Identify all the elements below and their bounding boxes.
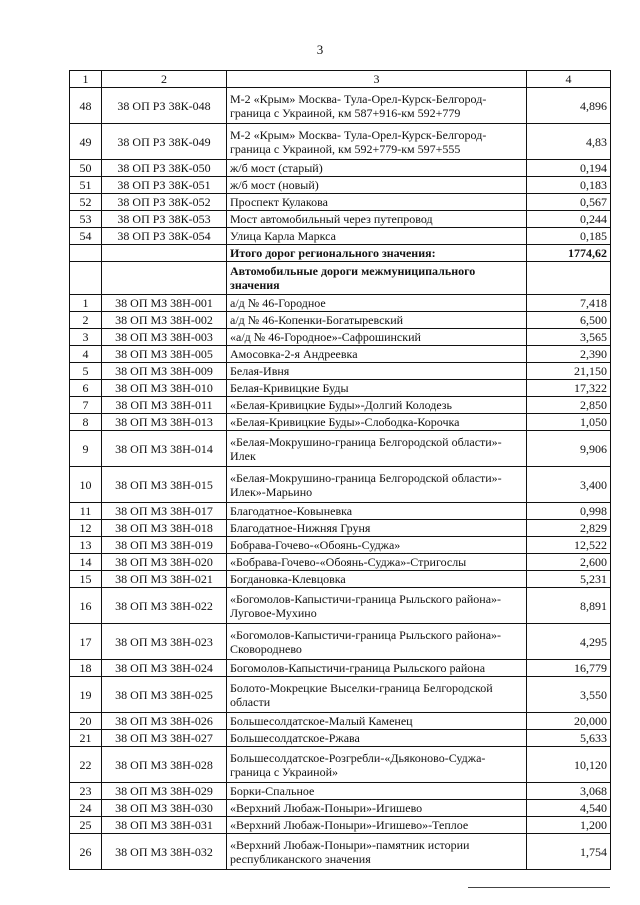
road-code: 38 ОП МЗ 38Н-031 [102,817,227,834]
row-number: 49 [70,124,102,160]
empty-cell [70,245,102,262]
row-number: 6 [70,380,102,397]
road-code: 38 ОП МЗ 38Н-024 [102,660,227,677]
road-name: Белая-Кривицкие Буды [227,380,527,397]
table-row [70,730,611,747]
table-row [70,467,611,503]
road-code: 38 ОП МЗ 38Н-027 [102,730,227,747]
table-row [70,588,611,624]
table-row [70,747,611,783]
road-name: «Бобрава-Гочево-«Обоянь-Суджа»-Стригослы [227,554,527,571]
road-code: 38 ОП МЗ 38Н-013 [102,414,227,431]
road-length: 0,244 [527,211,611,228]
road-name: «а/д № 46-Городное»-Сафрошинский [227,329,527,346]
road-code: 38 ОП РЗ 38К-051 [102,177,227,194]
row-number: 10 [70,467,102,503]
road-length: 5,231 [527,571,611,588]
road-code: 38 ОП МЗ 38Н-020 [102,554,227,571]
road-code: 38 ОП МЗ 38Н-015 [102,467,227,503]
road-length: 3,400 [527,467,611,503]
road-name: «Богомолов-Капыстичи-граница Рыльского района»-Сковороднево [227,624,527,660]
road-code: 38 ОП МЗ 38Н-028 [102,747,227,783]
table-row [70,834,611,870]
road-name: Большесолдатское-Ржава [227,730,527,747]
road-code: 38 ОП РЗ 38К-048 [102,88,227,124]
table-row [70,177,611,194]
road-code: 38 ОП РЗ 38К-053 [102,211,227,228]
row-number: 23 [70,783,102,800]
road-length: 0,998 [527,503,611,520]
road-length: 10,120 [527,747,611,783]
road-length: 0,194 [527,160,611,177]
road-name: М-2 «Крым» Москва- Тула-Орел-Курск-Белгород-граница с Украиной, км 587+916-км 592+779 [227,88,527,124]
row-number: 3 [70,329,102,346]
empty-cell [70,262,102,295]
road-name: М-2 «Крым» Москва- Тула-Орел-Курск-Белгород-граница с Украиной, км 592+779-км 597+555 [227,124,527,160]
row-number: 2 [70,312,102,329]
road-length: 16,779 [527,660,611,677]
row-number: 14 [70,554,102,571]
section-title: Автомобильные дороги межмуниципального значения [227,262,527,295]
road-length: 8,891 [527,588,611,624]
table-row [70,800,611,817]
column-number-row [70,71,611,88]
page-number: 3 [316,42,324,57]
section-heading-row [70,262,611,295]
table-row [70,397,611,414]
row-number: 54 [70,228,102,245]
road-code: 38 ОП МЗ 38Н-026 [102,713,227,730]
road-name: «Верхний Любаж-Поныри»-памятник истории республиканского значения [227,834,527,870]
table-row [70,124,611,160]
table-row [70,295,611,312]
road-length: 0,183 [527,177,611,194]
road-length: 3,550 [527,677,611,713]
road-length: 3,565 [527,329,611,346]
road-name: Богдановка-Клевцовка [227,571,527,588]
row-number: 18 [70,660,102,677]
road-code: 38 ОП МЗ 38Н-021 [102,571,227,588]
road-length: 4,83 [527,124,611,160]
table-row [70,194,611,211]
road-length: 12,522 [527,537,611,554]
road-length: 2,829 [527,520,611,537]
road-code: 38 ОП РЗ 38К-050 [102,160,227,177]
row-number: 1 [70,295,102,312]
table-row [70,431,611,467]
row-number: 48 [70,88,102,124]
road-code: 38 ОП РЗ 38К-049 [102,124,227,160]
roads-table-body [70,71,611,870]
table-row [70,414,611,431]
table-row [70,713,611,730]
road-length: 2,850 [527,397,611,414]
road-length: 3,068 [527,783,611,800]
total-row [70,245,611,262]
road-length: 20,000 [527,713,611,730]
table-row [70,160,611,177]
table-row [70,88,611,124]
road-name: «Белая-Мокрушино-граница Белгородской области»-Илек»-Марьино [227,467,527,503]
road-name: «Верхний Любаж-Поныри»-Игишево [227,800,527,817]
road-name: Проспект Кулакова [227,194,527,211]
road-length: 7,418 [527,295,611,312]
table-row [70,537,611,554]
road-code: 38 ОП РЗ 38К-052 [102,194,227,211]
road-code: 38 ОП МЗ 38Н-025 [102,677,227,713]
row-number: 7 [70,397,102,414]
roads-table [69,70,611,870]
table-row [70,571,611,588]
row-number: 8 [70,414,102,431]
road-length: 2,390 [527,346,611,363]
road-name: Белая-Ивня [227,363,527,380]
road-length: 0,185 [527,228,611,245]
empty-cell [102,245,227,262]
row-number: 20 [70,713,102,730]
footer-rule [468,887,610,888]
row-number: 4 [70,346,102,363]
table-row [70,677,611,713]
row-number: 15 [70,571,102,588]
road-length: 4,295 [527,624,611,660]
road-code: 38 ОП МЗ 38Н-005 [102,346,227,363]
row-number: 24 [70,800,102,817]
road-length: 6,500 [527,312,611,329]
road-length: 0,567 [527,194,611,211]
row-number: 53 [70,211,102,228]
road-length: 5,633 [527,730,611,747]
road-name: а/д № 46-Копенки-Богатыревский [227,312,527,329]
road-code: 38 ОП МЗ 38Н-019 [102,537,227,554]
table-row [70,380,611,397]
road-code: 38 ОП МЗ 38Н-014 [102,431,227,467]
road-code: 38 ОП МЗ 38Н-003 [102,329,227,346]
road-code: 38 ОП МЗ 38Н-017 [102,503,227,520]
row-number: 21 [70,730,102,747]
road-name: Амосовка-2-я Андреевка [227,346,527,363]
row-number: 22 [70,747,102,783]
table-row [70,624,611,660]
road-name: «Верхний Любаж-Поныри»-Игишево»-Теплое [227,817,527,834]
table-row [70,211,611,228]
road-length: 2,600 [527,554,611,571]
row-number: 9 [70,431,102,467]
road-code: 38 ОП МЗ 38Н-001 [102,295,227,312]
road-code: 38 ОП МЗ 38Н-029 [102,783,227,800]
road-name: «Белая-Мокрушино-граница Белгородской области»-Илек [227,431,527,467]
table-row [70,554,611,571]
road-name: Благодатное-Ковыневка [227,503,527,520]
road-name: Мост автомобильный через путепровод [227,211,527,228]
road-code: 38 ОП МЗ 38Н-023 [102,624,227,660]
road-code: 38 ОП МЗ 38Н-009 [102,363,227,380]
column-header-2: 2 [102,71,227,88]
road-code: 38 ОП МЗ 38Н-030 [102,800,227,817]
table-row [70,503,611,520]
road-length: 1,200 [527,817,611,834]
row-number: 5 [70,363,102,380]
road-length: 1,050 [527,414,611,431]
road-code: 38 ОП МЗ 38Н-011 [102,397,227,414]
table-row [70,660,611,677]
row-number: 19 [70,677,102,713]
empty-cell [527,262,611,295]
road-code: 38 ОП РЗ 38К-054 [102,228,227,245]
road-name: Бобрава-Гочево-«Обоянь-Суджа» [227,537,527,554]
total-value: 1774,62 [527,245,611,262]
road-name: а/д № 46-Городное [227,295,527,312]
road-name: ж/б мост (старый) [227,160,527,177]
road-length: 21,150 [527,363,611,380]
table-row [70,312,611,329]
road-name: Богомолов-Капыстичи-граница Рыльского района [227,660,527,677]
row-number: 17 [70,624,102,660]
road-name: Большесолдатское-Розгребли-«Дьяконово-Суджа-граница с Украиной» [227,747,527,783]
row-number: 16 [70,588,102,624]
row-number: 51 [70,177,102,194]
total-label: Итого дорог регионального значения: [227,245,527,262]
road-name: Улица Карла Маркса [227,228,527,245]
row-number: 26 [70,834,102,870]
table-row [70,783,611,800]
road-name: ж/б мост (новый) [227,177,527,194]
road-name: «Белая-Кривицкие Буды»-Слободка-Корочка [227,414,527,431]
road-name: Борки-Спальное [227,783,527,800]
road-code: 38 ОП МЗ 38Н-010 [102,380,227,397]
road-length: 17,322 [527,380,611,397]
row-number: 50 [70,160,102,177]
road-name: Благодатное-Нижняя Груня [227,520,527,537]
table-row [70,228,611,245]
table-row [70,363,611,380]
column-header-1: 1 [70,71,102,88]
row-number: 12 [70,520,102,537]
row-number: 11 [70,503,102,520]
row-number: 52 [70,194,102,211]
road-length: 4,896 [527,88,611,124]
row-number: 25 [70,817,102,834]
table-row [70,520,611,537]
table-row [70,346,611,363]
road-name: «Богомолов-Капыстичи-граница Рыльского района»-Луговое-Мухино [227,588,527,624]
road-code: 38 ОП МЗ 38Н-032 [102,834,227,870]
road-name: Болото-Мокрецкие Выселки-граница Белгородской области [227,677,527,713]
column-header-3: 3 [227,71,527,88]
road-code: 38 ОП МЗ 38Н-002 [102,312,227,329]
row-number: 13 [70,537,102,554]
road-code: 38 ОП МЗ 38Н-022 [102,588,227,624]
road-length: 1,754 [527,834,611,870]
road-name: «Белая-Кривицкие Буды»-Долгий Колодезь [227,397,527,414]
road-name: Большесолдатское-Малый Каменец [227,713,527,730]
road-length: 4,540 [527,800,611,817]
table-row [70,817,611,834]
empty-cell [102,262,227,295]
road-code: 38 ОП МЗ 38Н-018 [102,520,227,537]
column-header-4: 4 [527,71,611,88]
table-row [70,329,611,346]
road-length: 9,906 [527,431,611,467]
